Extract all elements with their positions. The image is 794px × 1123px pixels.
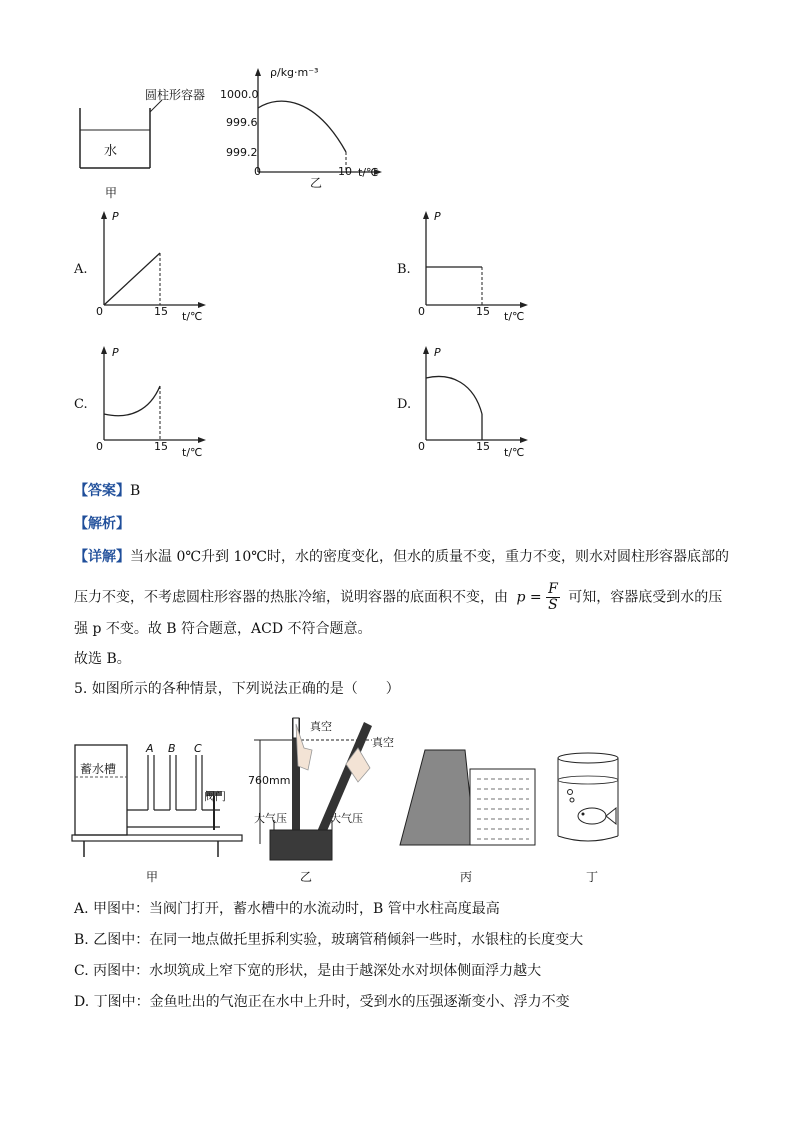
detail-line-1 <box>74 546 729 568</box>
analysis-line <box>74 513 130 535</box>
tube-b-label: B <box>168 742 176 755</box>
caption-q5-ding: 丁 <box>586 870 599 884</box>
option-a-letter: A. <box>74 262 88 277</box>
detail-text-2b: 可知，容器底受到水的压 <box>568 589 723 606</box>
detail-text-2a: 压力不变，不考虑圆柱形容器的热胀冷缩，说明容器的底面积不变，由 <box>74 589 508 606</box>
caption-yi-top: 乙 <box>310 176 323 190</box>
q5-option-c <box>74 960 541 982</box>
question-5-text: 5. 如图所示的各种情景，下列说法正确的是（ ） <box>74 681 400 697</box>
detail-text-4: 故选 B。 <box>74 651 131 667</box>
container-label: 圆柱形容器 <box>145 88 206 102</box>
graph-c-x-label: t/℃ <box>182 446 203 459</box>
q5-option-a <box>74 898 500 920</box>
detail-line-4 <box>74 648 131 670</box>
detail-line-2 <box>74 582 722 613</box>
density-y-tick: 1000.0 <box>220 88 259 101</box>
tank-label: 蓄水槽 <box>80 762 117 776</box>
vacuum-label-1: 真空 <box>310 720 332 733</box>
detail-text-1: 当水温 0℃升到 10℃时，水的密度变化，但水的质量不变，重力不变，则水对圆柱形容器底部的 <box>130 549 729 565</box>
tube-a-label: A <box>146 742 154 755</box>
graph-b-x-tick: 0 <box>418 305 425 318</box>
answer-line <box>74 480 140 502</box>
detail-line-3 <box>74 618 372 640</box>
detail-tag: 【详解】 <box>74 549 130 565</box>
q5-option-d <box>74 991 570 1013</box>
formula-numerator: F <box>548 581 558 597</box>
atm-label-2: 大气压 <box>330 812 363 825</box>
analysis-tag: 【解析】 <box>74 516 130 532</box>
caption-q5-jia: 甲 <box>146 870 159 884</box>
tube-c-label: C <box>194 742 202 755</box>
graph-d-x-tick: 15 <box>476 440 490 453</box>
density-x-tick: 10 <box>338 165 352 178</box>
caption-q5-bing: 丙 <box>460 870 473 884</box>
graph-d-x-label: t/℃ <box>504 446 525 459</box>
formula <box>516 582 559 613</box>
caption-jia-top: 甲 <box>105 186 118 200</box>
q5-figure-ding <box>550 750 630 850</box>
density-x-axis-label: t/℃ <box>358 166 379 179</box>
option-d-letter: D. <box>397 397 412 412</box>
valve-label: 阀门 <box>204 790 226 803</box>
graph-c-x-tick: 15 <box>154 440 168 453</box>
formula-denominator: S <box>548 597 558 613</box>
question-5-stem <box>74 678 400 700</box>
graph-b-y-label: P <box>434 210 441 223</box>
graph-b-x-tick: 15 <box>476 305 490 318</box>
density-y-tick: 999.2 <box>226 146 258 159</box>
height-label: 760mm <box>248 774 291 787</box>
graph-a-x-label: t/℃ <box>182 310 203 323</box>
graph-a-x-tick: 15 <box>154 305 168 318</box>
formula-lhs: p = <box>516 589 542 606</box>
density-x-tick: 0 <box>254 165 261 178</box>
q5-option-c-text: C. 丙图中：水坝筑成上窄下宽的形状，是由于越深处水对坝体侧面浮力越大 <box>74 963 542 979</box>
q5-figure-bing <box>395 745 545 850</box>
q5-option-b <box>74 929 583 951</box>
caption-q5-yi: 乙 <box>300 870 313 884</box>
q5-option-a-text: A. 甲图中：当阀门打开，蓄水槽中的水流动时，B 管中水柱高度最高 <box>74 901 500 917</box>
water-label: 水 <box>104 144 118 159</box>
density-y-axis-label: ρ/kg·m⁻³ <box>270 66 319 79</box>
option-c-letter: C. <box>74 397 88 412</box>
graph-d-y-label: P <box>434 346 441 359</box>
graph-c-x-tick: 0 <box>96 440 103 453</box>
answer-tag: 【答案】 <box>74 483 130 499</box>
q5-option-b-text: B. 乙图中：在同一地点做托里拆利实验，玻璃管稍倾斜一些时，水银柱的长度变大 <box>74 932 584 948</box>
graph-a-x-tick: 0 <box>96 305 103 318</box>
option-b-letter: B. <box>397 262 411 277</box>
graph-d-x-tick: 0 <box>418 440 425 453</box>
formula-fraction <box>546 582 560 613</box>
density-y-tick: 999.6 <box>226 116 258 129</box>
answer-value: B <box>130 483 141 499</box>
atm-label-1: 大气压 <box>254 812 287 825</box>
graph-a-y-label: P <box>112 210 119 223</box>
graph-c-y-label: P <box>112 346 119 359</box>
vacuum-label-2: 真空 <box>372 736 394 749</box>
graph-b-x-label: t/℃ <box>504 310 525 323</box>
detail-text-3: 强 p 不变。故 B 符合题意，ACD 不符合题意。 <box>74 621 372 637</box>
q5-option-d-text: D. 丁图中：金鱼吐出的气泡正在水中上升时，受到水的压强逐渐变小、浮力不变 <box>74 994 570 1010</box>
